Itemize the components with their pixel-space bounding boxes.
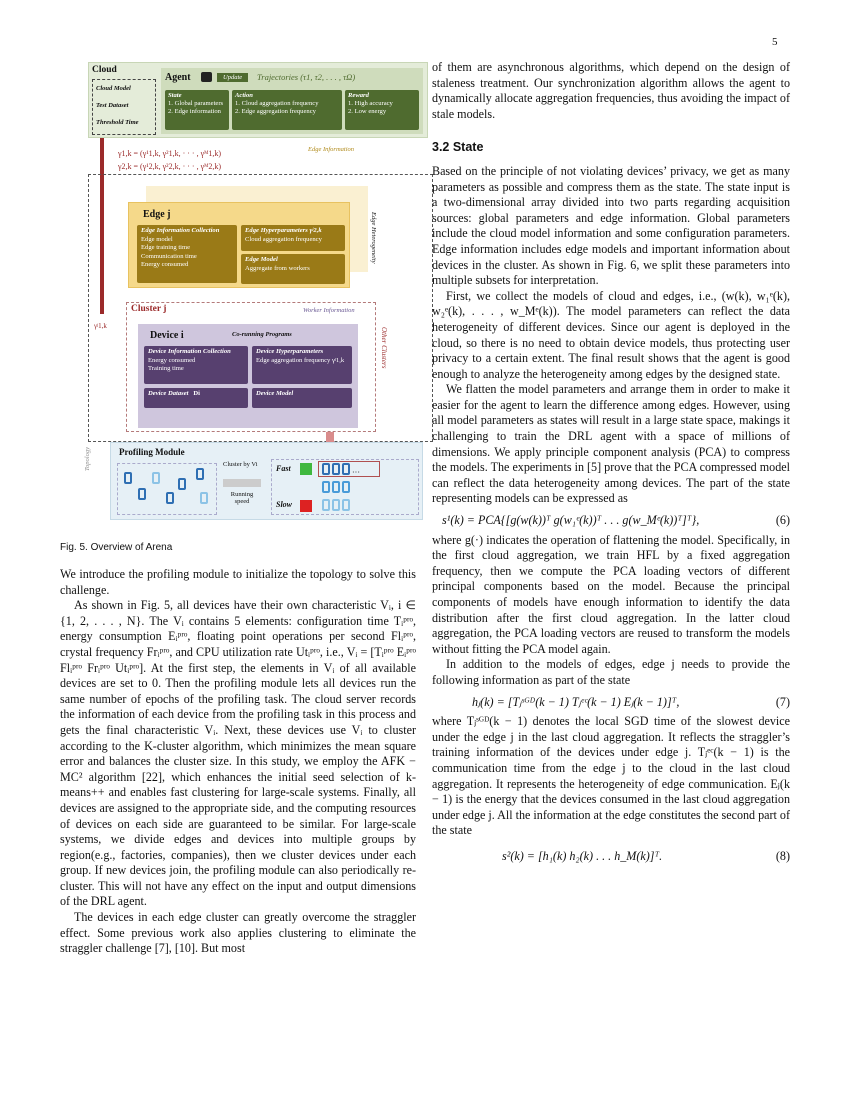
equation-body: s²(k) = [h₁(k) h₂(k) . . . h_M(k)]ᵀ.	[502, 848, 663, 863]
action-items: 1. Cloud aggregation frequency 2. Edge aggregation frequency	[235, 100, 319, 115]
equation-number: (8)	[775, 848, 790, 863]
di-label: Di	[193, 390, 201, 397]
reward-items: 1. High accuracy 2. Low energy	[348, 100, 393, 115]
device-i-label: Device i	[150, 330, 184, 341]
edge-hyper-title: Edge Hyperparameters γʲ2,k	[245, 227, 322, 234]
device-dataset-label: Device Dataset	[148, 390, 189, 397]
right-column	[432, 60, 790, 869]
topology-label: Topology	[84, 447, 91, 471]
paragraph: Based on the principle of not violating devices’ privacy, we get as many parameters as possible and compress them as the state. The state input is a two-dimensional array divided into two parts regarding acquisition sources: global parameters and edge information. Global parameters include the cloud model information and some configuration parameters. Edge information includes edge models and important information about devices in the cluster. As shown in Fig. 6, we split these parameters into multiple subsets for interpretation.	[432, 163, 790, 288]
device-i-box	[138, 324, 358, 428]
edge-info-item: Edge training time	[141, 244, 191, 252]
threshold-time-label: Threshold Time	[96, 119, 139, 126]
left-column	[60, 567, 416, 957]
co-running-label: Co-running Programs	[232, 331, 292, 338]
device-info-item: Training time	[148, 365, 184, 373]
robot-icon	[201, 72, 212, 82]
fast-chip-icon	[300, 463, 312, 475]
equation-7	[432, 695, 790, 711]
device-hyper-title: Device Hyperparameters	[256, 348, 324, 355]
paragraph: We flatten the model parameters and arrange them in order to make it easier for the agent to learn the difference among edges. However, using all model parameters as states will result in a large state space, makings it challenging to train the DRL agent with a space of millions of dimensions. We apply principle component analysis (PCA) to compress the models. The experiments in [5] prove that the PCA compressed model can reflect the data heterogeneity among devices. The part of the state representing models can be expressed as	[432, 382, 790, 506]
edge-model-title: Edge Model	[245, 256, 278, 263]
device-info-item: Energy consumed	[148, 356, 196, 364]
edge-model-item: Aggregate from workers	[245, 264, 310, 272]
paragraph: The devices in each edge cluster can greatly overcome the straggler effect. Some previous work also applies clustering to eliminate the straggler challenge [7], [10]. But most	[60, 910, 416, 956]
other-clusters-label: Other Clusters	[380, 327, 388, 369]
device-hyper-item: Edge aggregation frequency γʲ1,k	[256, 356, 345, 364]
agent-label: Agent	[165, 72, 191, 83]
running-speed-label: Running speed	[230, 491, 254, 505]
action-title: Action	[235, 92, 253, 99]
state-title: State	[168, 92, 182, 99]
cloud-label: Cloud	[92, 65, 117, 75]
trajectories-label: Trajectories (τ1, τ2, . . . , τΩ)	[257, 72, 356, 82]
device-model-label: Device Model	[256, 390, 294, 397]
ellipsis: ···	[352, 468, 360, 477]
figure-caption: Fig. 5. Overview of Arena	[60, 542, 173, 553]
paragraph: First, we collect the models of cloud and edges, i.e., (w(k), w₁ᵉ(k), w₂ᵉ(k), . . . , w_Mᵉ(k)). The model parameters can reflect the data heterogeneity of different devices. Since our agent is deployed in the cloud, so there is no need to obtain device models, thus protecting user privacy to a certain extent. The final result shows that the agent is good enough to analyze the heterogeneity among edges by the designed state.	[432, 288, 790, 381]
gamma1-label: γ1,k = (γ¹1,k, γ²1,k, · · · , γᴹ1,k)	[118, 149, 222, 158]
equation-number: (6)	[775, 513, 790, 528]
equation-6	[432, 513, 790, 529]
paragraph: In addition to the models of edges, edge j needs to provide the following information as part of the state	[432, 657, 790, 687]
device-info-title: Device Information Collection	[148, 348, 231, 355]
cloud-panel	[88, 62, 428, 138]
paragraph: where g(·) indicates the operation of flattening the model. Specifically, in the first cloud aggregation, we train HFL by a fixed aggregation frequency, then we compute the PCA loading vectors of different principal components based on the model. Because the principal components of models have enough information to identify the data distribution after the first cloud aggregation. In the latter cloud aggregation, the PCA loading vectors are reused to transform the models without fitting the PCA model again.	[432, 532, 790, 656]
gamma2-label: γ2,k = (γ¹2,k, γ²2,k, · · · , γᴹ2,k)	[118, 162, 222, 171]
edge-information-label: Edge Information	[307, 146, 355, 153]
equation-8	[432, 849, 790, 865]
edge-j-label: Edge j	[143, 209, 171, 220]
equation-body: s¹(k) = PCA{[g(w(k))ᵀ g(w₁ᵉ(k))ᵀ . . . g(w_Mᵉ(k))ᵀ]ᵀ},	[442, 513, 700, 528]
agent-box	[161, 68, 423, 134]
edge-heterogeneity-label: Edge Heterogeneity	[370, 212, 377, 264]
cluster-j-label: Cluster j	[131, 304, 167, 314]
edge-hyper-item: Cloud aggregation frequency	[245, 235, 322, 243]
reward-title: Reward	[348, 92, 369, 99]
equation-number: (7)	[775, 694, 790, 709]
gamma-side-label: γʲ1,k	[94, 322, 107, 330]
equation-body: hⱼ(k) = [Tⱼˢᴳᴰ(k − 1) Tⱼᵉᶜ(k − 1) Eⱼ(k − 1)]ᵀ,	[472, 694, 680, 709]
slow-label: Slow	[276, 500, 293, 509]
state-items: 1. Global parameters 2. Edge information	[168, 100, 224, 115]
paragraph: where Tⱼˢᴳᴰ(k − 1) denotes the local SGD time of the slowest device under the edge j in the last cloud aggregation. It reflects the straggler’s training information of the devices under edge j. Tⱼᵉᶜ(k − 1) is the communication time from the edge j to the cloud in the last cloud aggregation. It represents the heterogeneity of edge communication. Eⱼ(k − 1) is the energy that the devices consumed in the last cloud aggregation under edge j. All the information at the edge constitutes the second part of the state	[432, 714, 791, 838]
worker-information-label: Worker Information	[303, 307, 355, 314]
fast-label: Fast	[276, 464, 291, 473]
paragraph: We introduce the profiling module to initialize the topology to solve this challenge.	[60, 567, 416, 597]
profiling-module-box	[110, 442, 423, 520]
edge-info-title: Edge Information Collection	[141, 227, 220, 234]
slow-chip-icon	[300, 500, 312, 512]
edge-info-item: Edge model	[141, 235, 173, 243]
paragraph: As shown in Fig. 5, all devices have their own characteristic Vᵢ, i ∈ {1, 2, . . . , N}. The Vᵢ contains 5 elements: configuration time Tᵢᵖʳᵒ, energy consumption Eᵢᵖʳᵒ, floating point operations per second Flᵢᵖʳᵒ, crystal frequency Frᵢᵖʳᵒ, and CPU utilization rate Utᵢᵖʳᵒ, i.e., Vᵢ = [Tᵢᵖʳᵒ Eᵢᵖʳᵒ Flᵢᵖʳᵒ Frᵢᵖʳᵒ Utᵢᵖʳᵒ]. At the first step, the elements in Vᵢ of all available devices are set to 0. Then the profiling module lets all devices run the same number of epochs of the profiling task. The cloud server records the information of each device from the profiling task in this process and gets the final characteristic Vᵢ. Next, these devices use Vᵢ to cluster according to the K-cluster algorithm, which minimizes the mean square error and balances the cluster size. In this study, we employ the AFK − MC² algorithm [22], which enhances the initial seed selection of k-means++ and enables fast clustering for large-scale systems. Finally, all devices are assigned to the appropriate side, and the computing resources of devices on each side are guaranteed to be similar. For large-scale systems, we divide edges and devices into multiple groups by region(e.g., factories, companies), then we cluster devices under each group. If new devices join, the profiling module can also periodically re-cluster. This will not have any effect on the input and output dimensions of the DRL agent.	[60, 598, 416, 909]
edge-info-item: Energy consumed	[141, 261, 189, 269]
edge-info-item: Communication time	[141, 252, 197, 260]
cluster-by-label: Cluster by Vi	[223, 461, 258, 468]
section-heading: 3.2 State	[432, 140, 484, 155]
paragraph: of them are asynchronous algorithms, which depend on the design of staleness treatment. Our synchronization algorithm allows the agent to dynamically allocate aggregation frequencies, thus avoiding the impact of stale models.	[432, 60, 790, 121]
edge-j-box	[128, 202, 350, 288]
cloud-model-label: Cloud Model	[96, 85, 131, 92]
cluster-arrow	[223, 479, 261, 487]
profiling-module-label: Profiling Module	[119, 447, 185, 457]
test-dataset-label: Test Dataset	[96, 102, 129, 109]
page-number: 5	[772, 36, 778, 48]
figure-arena-overview	[84, 62, 428, 522]
update-arrow: Update	[217, 73, 248, 82]
